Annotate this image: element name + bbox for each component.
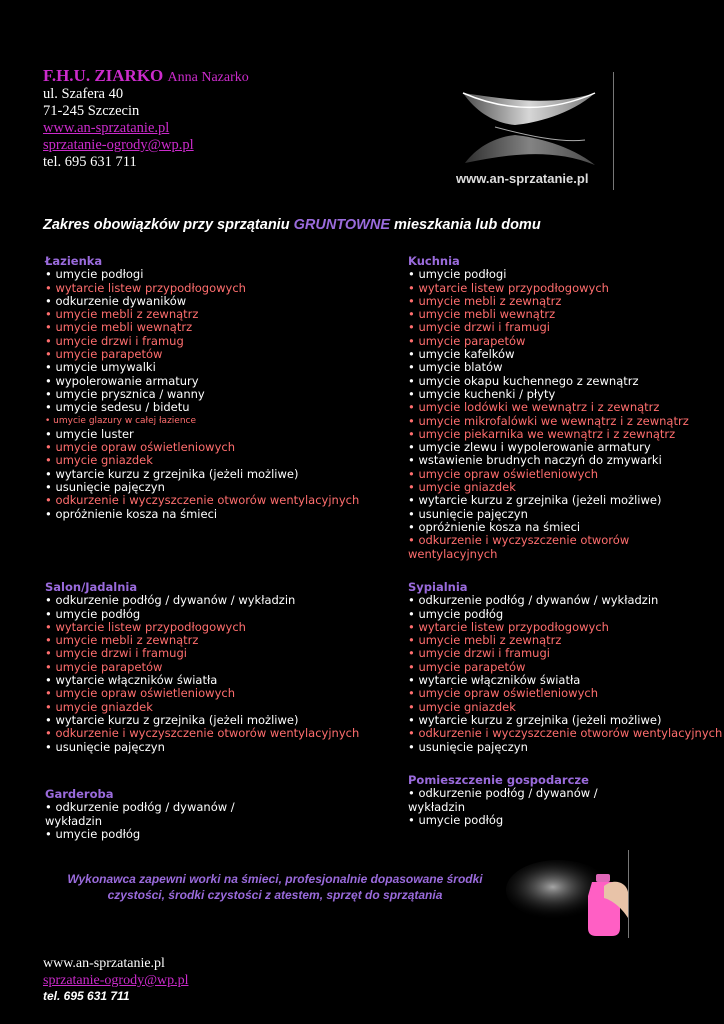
- list-item: • umycie kafelków: [408, 347, 515, 362]
- list-item: • opróżnienie kosza na śmieci: [408, 519, 581, 534]
- list-item: • usunięcie pajęczyn: [408, 506, 528, 521]
- list-item: • umycie sedesu / bidetu: [45, 400, 190, 415]
- list-item: • umycie opraw oświetleniowych: [408, 466, 598, 481]
- list-item: • umycie lodówki we wewnątrz i z zewnątrz: [408, 400, 660, 415]
- list-item: • umycie kuchenki / płyty: [408, 386, 556, 401]
- list-item: • umycie piekarnika we wewnątrz i z zewnątrz: [408, 426, 676, 441]
- list-item: • umycie luster: [45, 426, 134, 441]
- list-item: • usunięcie pajęczyn: [408, 739, 528, 754]
- list-item: • umycie opraw oświetleniowych: [45, 440, 235, 455]
- list-item: • umycie drzwi i framugi: [45, 646, 187, 661]
- list-item: • umycie mebli z zewnątrz: [45, 307, 199, 322]
- header-website-link[interactable]: www.an-sprzatanie.pl: [43, 120, 170, 136]
- heading-prefix: Zakres obowiązków przy sprzątaniu: [43, 217, 294, 233]
- street-address: ul. Szafera 40: [43, 86, 124, 102]
- list-item: • umycie opraw oświetleniowych: [45, 686, 235, 701]
- list-item: • wytarcie listew przypodłogowych: [45, 280, 246, 295]
- list-item: • wytarcie listew przypodłogowych: [408, 280, 609, 295]
- list-item: • umycie mebli wewnątrz: [45, 320, 193, 335]
- list-item: • umycie glazury w całej łazience: [45, 415, 197, 426]
- list-item: • odkurzenie podłóg / dywanów /: [408, 786, 598, 801]
- list-item: • umycie gniazdek: [45, 453, 153, 468]
- list-item: • umycie mebli z zewnątrz: [408, 633, 562, 648]
- section-salon: [45, 581, 359, 754]
- list-item: • odkurzenie podłóg / dywanów /: [45, 800, 235, 815]
- header-email-link[interactable]: sprzatanie-ogrody@wp.pl: [43, 137, 194, 153]
- list-item: • odkurzenie podłóg / dywanów / wykładzin: [45, 593, 296, 608]
- list-item: • wytarcie kurzu z grzejnika (jeżeli możliwe): [408, 493, 662, 508]
- list-item: • umycie gniazdek: [45, 699, 153, 714]
- list-item: • wytarcie włączników światła: [408, 673, 581, 688]
- section-title: Łazienka: [45, 254, 103, 268]
- list-item: • wytarcie listew przypodłogowych: [408, 619, 609, 634]
- supplies-note: Wykonawca zapewni worki na śmieci, profesjonalnie dopasowane środki czystości, środki czystości z atestem, sprzęt do sprzątania: [67, 872, 483, 902]
- list-item: • wytarcie listew przypodłogowych: [45, 619, 246, 634]
- list-item: • wstawienie brudnych naczyń do zmywarki: [408, 453, 662, 468]
- list-item: • umycie podłóg: [408, 812, 504, 827]
- list-item: • umycie parapetów: [45, 659, 163, 674]
- section-garderoba: [45, 788, 235, 841]
- section-title: Garderoba: [45, 787, 114, 801]
- company-title: F.H.U. ZIARKO: [43, 66, 164, 85]
- section-title: Pomieszczenie gospodarcze: [408, 773, 589, 787]
- spray-bottle-icon: [500, 848, 628, 940]
- list-item: • umycie podłóg: [408, 606, 504, 621]
- list-item: • umycie umywalki: [45, 360, 156, 375]
- page-heading: [43, 217, 541, 233]
- list-item: • umycie gniazdek: [408, 699, 516, 714]
- spray-divider: [628, 850, 629, 938]
- list-item: • umycie opraw oświetleniowych: [408, 686, 598, 701]
- logo-website-text: www.an-sprzatanie.pl: [456, 171, 589, 186]
- header-phone: tel. 695 631 711: [43, 154, 137, 170]
- section-title: Salon/Jadalnia: [45, 580, 138, 594]
- section-sypialnia: [408, 581, 722, 754]
- list-item: • umycie parapetów: [408, 333, 526, 348]
- list-item: • umycie drzwi i framugi: [408, 320, 550, 335]
- list-item: • odkurzenie i wyczyszczenie otworów wentylacyjnych: [408, 726, 723, 741]
- list-item: • wytarcie włączników światła: [45, 673, 218, 688]
- list-item: • umycie podłogi: [408, 267, 507, 282]
- list-item: • odkurzenie dywaników: [45, 293, 187, 308]
- section-gospodarcze: [408, 774, 598, 827]
- list-item: • umycie gniazdek: [408, 480, 516, 495]
- list-item: • odkurzenie podłóg / dywanów / wykładzin: [408, 593, 659, 608]
- section-title: Sypialnia: [408, 580, 468, 594]
- list-item: • umycie prysznica / wanny: [45, 386, 205, 401]
- list-item: wykładzin: [45, 813, 103, 828]
- owner-name: Anna Nazarko: [167, 70, 249, 85]
- list-item: • wypolerowanie armatury: [45, 373, 199, 388]
- list-item: • umycie parapetów: [45, 347, 163, 362]
- list-item: • wytarcie kurzu z grzejnika (jeżeli możliwe): [45, 712, 299, 727]
- list-item: • umycie podłogi: [45, 267, 144, 282]
- list-item: • umycie mebli wewnątrz: [408, 307, 556, 322]
- list-item: • umycie podłóg: [45, 606, 141, 621]
- section-kuchnia: [408, 254, 689, 561]
- list-item: wykładzin: [408, 799, 466, 814]
- footer-website[interactable]: www.an-sprzatanie.pl: [43, 956, 165, 971]
- list-item: • usunięcie pajęczyn: [45, 739, 165, 754]
- list-item: • usunięcie pajęczyn: [45, 480, 165, 495]
- list-item: • opróżnienie kosza na śmieci: [45, 506, 218, 521]
- list-item: • umycie drzwi i framug: [45, 333, 184, 348]
- list-item: • umycie parapetów: [408, 659, 526, 674]
- list-item: • odkurzenie i wyczyszczenie otworów wentylacyjnych: [45, 493, 360, 508]
- list-item: • umycie blatów: [408, 360, 503, 375]
- list-item: • wytarcie kurzu z grzejnika (jeżeli możliwe): [45, 466, 299, 481]
- heading-highlight: GRUNTOWNE: [293, 217, 390, 233]
- section-lazienka: [45, 255, 359, 521]
- list-item: • umycie mebli z zewnątrz: [45, 633, 199, 648]
- list-item: • umycie mikrofalówki we wewnątrz i z zewnątrz: [408, 413, 689, 428]
- heading-suffix: mieszkania lub domu: [390, 217, 541, 233]
- list-item: • umycie podłóg: [45, 826, 141, 841]
- city-address: 71-245 Szczecin: [43, 103, 140, 119]
- list-item: • odkurzenie i wyczyszczenie otworów wentylacyjnych: [408, 533, 630, 561]
- list-item: • umycie zlewu i wypolerowanie armatury: [408, 440, 651, 455]
- list-item: • wytarcie kurzu z grzejnika (jeżeli możliwe): [408, 712, 662, 727]
- list-item: • umycie okapu kuchennego z zewnątrz: [408, 373, 639, 388]
- section-title: Kuchnia: [408, 254, 460, 268]
- list-item: • umycie mebli z zewnątrz: [408, 293, 562, 308]
- list-item: • odkurzenie i wyczyszczenie otworów wentylacyjnych: [45, 726, 360, 741]
- footer-email-link[interactable]: sprzatanie-ogrody@wp.pl: [43, 973, 189, 988]
- list-item: • umycie drzwi i framugi: [408, 646, 550, 661]
- company-name: [43, 66, 249, 86]
- logo-divider: [613, 72, 614, 190]
- footer-phone: tel. 695 631 711: [43, 989, 130, 1003]
